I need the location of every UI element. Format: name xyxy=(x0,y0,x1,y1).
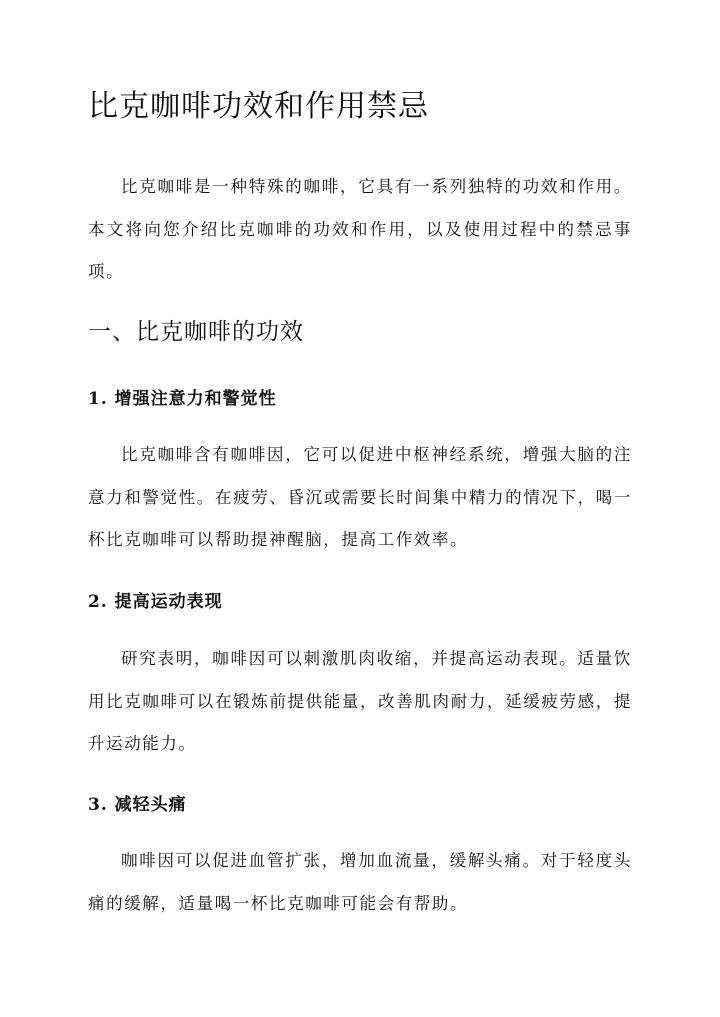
paragraph-headache: 咖啡因可以促进血管扩张，增加血流量，缓解头痛。对于轻度头痛的缓解，适量喝一杯比克咖啡可能会有帮助。 xyxy=(88,851,632,913)
document-title: 比克咖啡功效和作用禁忌 xyxy=(88,89,429,124)
subheading-attention: 1. 增强注意力和警觉性 xyxy=(88,389,277,409)
section-heading-benefits: 一、比克咖啡的功效 xyxy=(88,319,304,345)
paragraph-exercise: 研究表明，咖啡因可以刺激肌肉收缩，并提高运动表现。适量饮用比克咖啡可以在锻炼前提供能量，改善肌肉耐力，延缓疲劳感，提升运动能力。 xyxy=(88,649,632,754)
subheading-exercise: 2. 提高运动表现 xyxy=(88,592,223,612)
subheading-headache: 3. 减轻头痛 xyxy=(88,795,187,815)
paragraph-attention: 比克咖啡含有咖啡因，它可以促进中枢神经系统，增强大脑的注意力和警觉性。在疲劳、昏沉或需要长时间集中精力的情况下，喝一杯比克咖啡可以帮助提神醒脑，提高工作效率。 xyxy=(88,445,632,550)
intro-paragraph: 比克咖啡是一种特殊的咖啡，它具有一系列独特的功效和作用。本文将向您介绍比克咖啡的功效和作用，以及使用过程中的禁忌事项。 xyxy=(88,177,632,282)
